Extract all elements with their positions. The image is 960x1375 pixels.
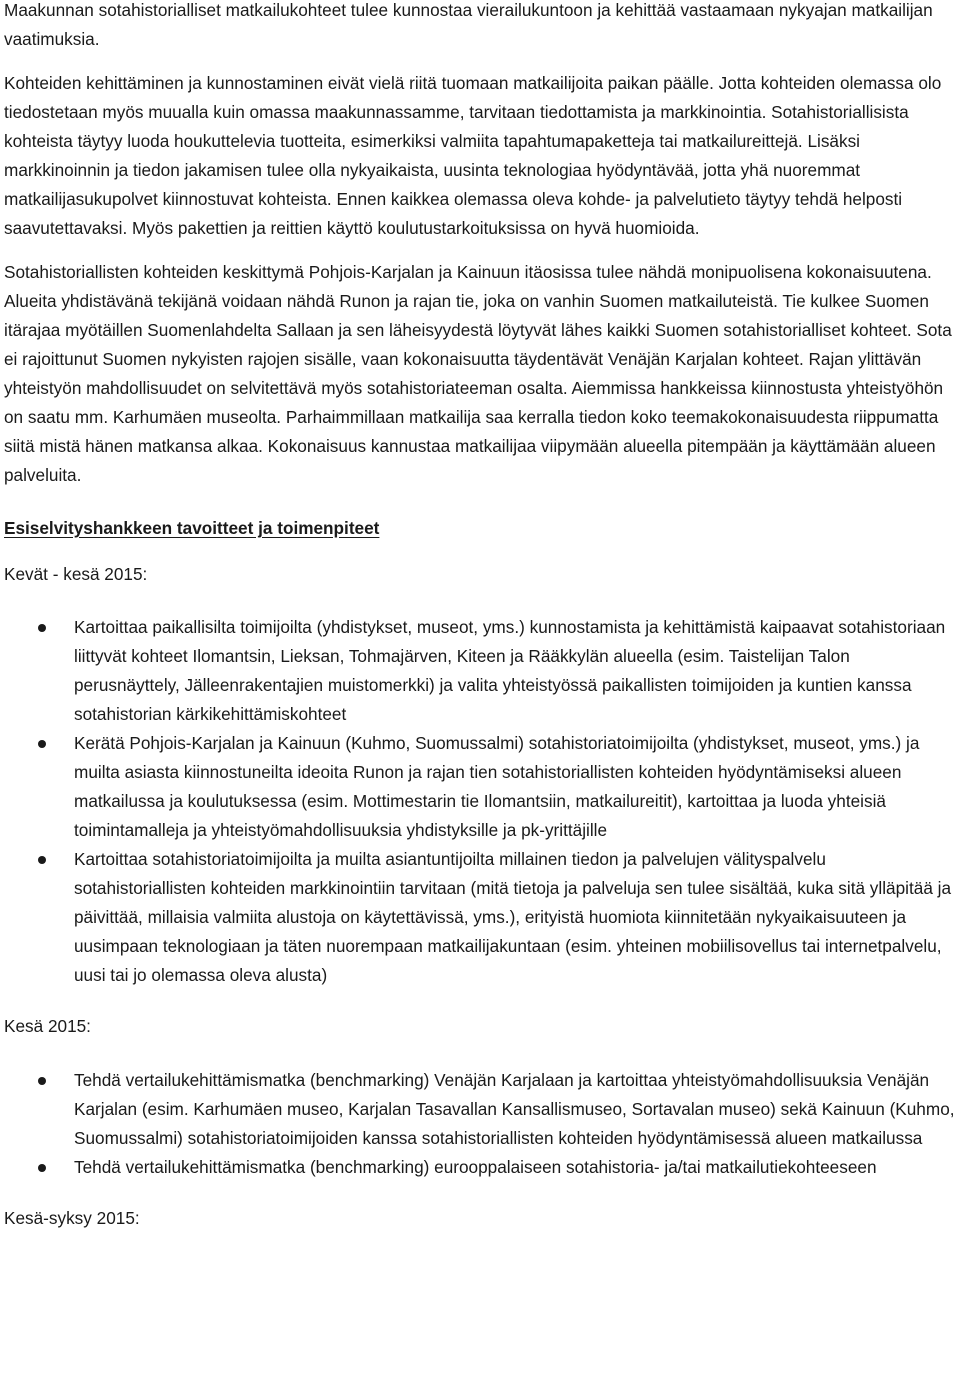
list-item-text: Tehdä vertailukehittämismatka (benchmarking) eurooppalaiseen sotahistoria- ja/tai matkailutiekohteeseen [74,1157,877,1177]
bullet-icon [38,856,46,864]
list-item [4,845,960,990]
list-item-text: Kerätä Pohjois-Karjalan ja Kainuun (Kuhmo, Suomussalmi) sotahistoriatoimijoilta (yhdistykset, museot, yms.) ja muilta asiasta kiinnostuneilta ideoita Runon ja rajan tien sotahistoriallisten kohteiden hyödyntämiseksi alueen matkailussa ja koulutuksessa (esim. Mottimestarin tie Ilomantsiin, matkailureitit), kartoittaa ja luoda yhteisiä toimintamalleja ja yhteistyömahdollisuuksia yhdistyksille ja pk-yrittäjille [74,733,920,840]
list-item [4,1153,960,1182]
period-label-summer-autumn: Kesä-syksy 2015: [4,1208,140,1228]
period-label-spring-summer: Kevät - kesä 2015: [4,564,148,584]
bullet-icon [38,1164,46,1172]
list-item [4,729,960,845]
bullet-icon [38,1077,46,1085]
list-item-text: Kartoittaa sotahistoriatoimijoilta ja muilta asiantuntijoilta millainen tiedon ja palvelujen välityspalvelu sotahistoriallisten kohteiden markkinointiin tarvitaan (mitä tietoja ja palveluja sen tulee sisältää, kuka sitä ylläpitää ja päivittää, millaisia valmiita alustoja on käytettävissä, yms.), erityistä huomiota kiinnitetään nykyaikaisuuteen ja uusimpaan teknologiaan ja täten nuorempaan matkailijakuntaan (esim. yhteinen mobiilisovellus tai internetpalvelu, uusi tai jo olemassa oleva alusta) [74,849,952,985]
list-item-text: Kartoittaa paikallisilta toimijoilta (yhdistykset, museot, yms.) kunnostamista ja kehittämistä kaipaavat sotahistoriaan liittyvät kohteet Ilomantsin, Lieksan, Tohmajärven, Kiteen ja Rääkkylän alueella (esim. Taistelijan Talon perusnäyttely, Jälleenrakentajien muistomerkki) ja valita yhteistyössä paikallisten toimijoiden ja kuntien kanssa sotahistorian kärkikehittämiskohteet [74,617,946,724]
list-item [4,1066,960,1153]
bullet-icon [38,740,46,748]
task-list-summer [4,1066,960,1182]
paragraph-marketing: Kohteiden kehittäminen ja kunnostaminen eivät vielä riitä tuomaan matkailijoita paikan päälle. Jotta kohteiden olemassa olo tiedostetaan myös muualla kuin omassa maakunnassamme, tarvitaan tiedottamista ja markkinointia. Sotahistoriallisista kohteista täytyy luoda houkuttelevia tuotteita, esimerkiksi valmiita tapahtumapaketteja tai matkailureittejä. Lisäksi markkinoinnin ja tiedon jakamisen tulee olla nykyaikaista, uusinta teknologiaa hyödyntävää, jotta yhä nuoremmat matkailijasukupolvet kiinnostuvat kohteista. Ennen kaikkea olemassa oleva kohde- ja palvelutieto täytyy tehdä helposti saavutettavaksi. Myös pakettien ja reittien käyttö koulutustarkoituksissa on hyvä huomioida. [4,73,942,238]
paragraph-intro: Maakunnan sotahistorialliset matkailukohteet tulee kunnostaa vierailukuntoon ja kehittää vastaamaan nykyajan matkailijan vaatimuksia. [4,0,933,49]
paragraph-concentration: Sotahistoriallisten kohteiden keskittymä Pohjois-Karjalan ja Kainuun itäosissa tulee nähdä monipuolisena kokonaisuutena. Alueita yhdistävänä tekijänä voidaan nähdä Runon ja rajan tie, joka on vanhin Suomen matkailuteistä. Tie kulkee Suomen itärajaa myötäillen Suomenlahdelta Sallaan ja sen läheisyydestä löytyvät lähes kaikki Suomen sotahistorialliset kohteet. Sota ei rajoittunut Suomen nykyisten rajojen sisälle, vaan kokonaisuutta täydentävät Venäjän Karjalan kohteet. Rajan ylittävän yhteistyön mahdollisuudet on selvitettävä myös sotahistoriateeman osalta. Aiemmissa hankkeissa kiinnostusta yhteistyöhön on saatu mm. Karhumäen museolta. Parhaimmillaan matkailija saa kerralla tiedon koko teemakokonaisuudesta riippumatta siitä mistä hänen matkansa alkaa. Kokonaisuus kannustaa matkailijaa viipymään alueella pitempään ja käyttämään alueen palveluita. [4,262,952,485]
task-list-spring-summer [4,613,960,990]
section-heading: Esiselvityshankkeen tavoitteet ja toimenpiteet [4,518,380,538]
list-item [4,613,960,729]
list-item-text: Tehdä vertailukehittämismatka (benchmarking) Venäjän Karjalaan ja kartoittaa yhteistyömahdollisuuksia Venäjän Karjalan (esim. Karhumäen museo, Karjalan Tasavallan Kansallismuseo, Sortavalan museo) sekä Kainuun (Kuhmo, Suomussalmi) sotahistoriatoimijoiden kanssa sotahistoriallisten kohteiden hyödyntämisessä alueen matkailussa [74,1070,955,1148]
bullet-icon [38,624,46,632]
period-label-summer: Kesä 2015: [4,1016,91,1036]
